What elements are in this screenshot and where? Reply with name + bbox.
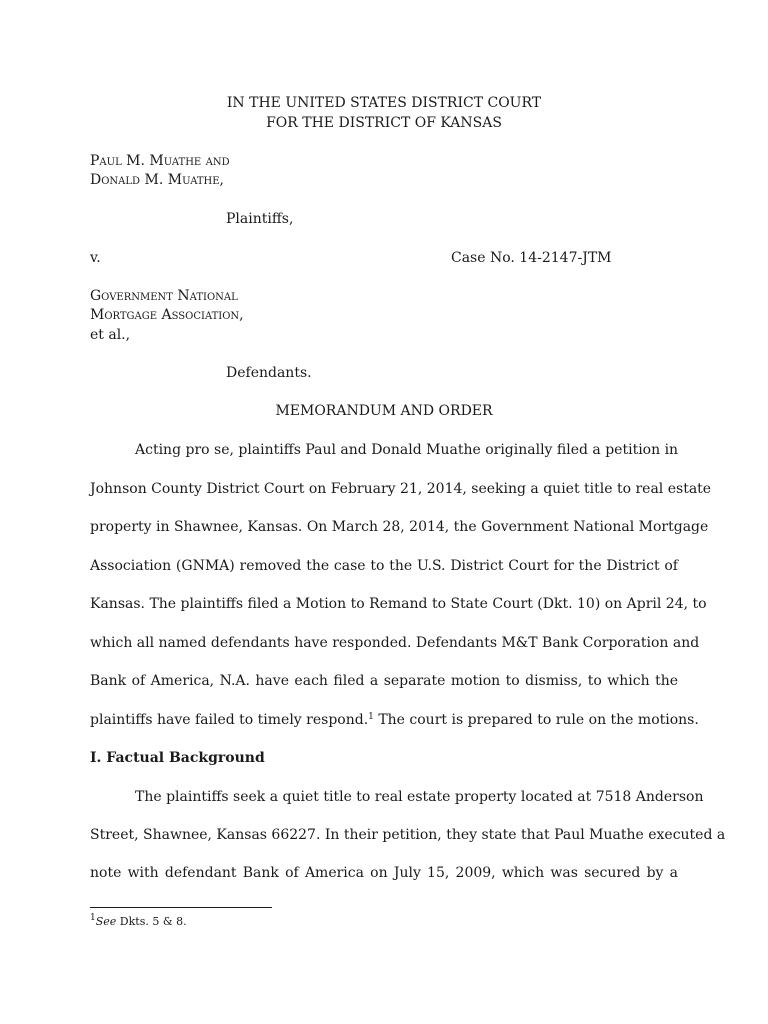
court-name-line-2: FOR THE DISTRICT OF KANSAS: [266, 115, 502, 131]
paragraph-1-line: Kansas. The plaintiffs filed a Motion to Remand to State Court (Dkt. 10) on April 24, to: [90, 596, 707, 612]
footnote-mark: 1: [90, 913, 96, 923]
paragraph-1-last-line-end: The court is prepared to rule on the motions.: [373, 712, 699, 728]
footnote: [90, 915, 187, 929]
defendant-name-line-2: Mortgage Association,: [90, 307, 244, 323]
footnote-see: See: [95, 915, 117, 928]
footnote-reference[interactable]: 1: [368, 712, 374, 722]
defendant-name-line-1: Government National: [90, 288, 238, 304]
defendant-name-line-3: et al.,: [90, 327, 131, 343]
paragraph-1-line: property in Shawnee, Kansas. On March 28, 2014, the Government National Mortgage: [90, 519, 709, 535]
paragraph-2-line: Street, Shawnee, Kansas 66227. In their petition, they state that Paul Muathe executed a: [90, 827, 726, 843]
plaintiff-name-line-1: Paul M. Muathe and: [90, 153, 230, 169]
section-heading: I. Factual Background: [90, 750, 265, 766]
paragraph-2-line: The plaintiffs seek a quiet title to real estate property located at 7518 Anderson: [135, 789, 704, 805]
paragraph-1-line: Bank of America, N.A. have each filed a separate motion to dismiss, to which the: [90, 673, 678, 689]
plaintiff-name-line-2: Donald M. Muathe,: [90, 172, 225, 188]
case-number: Case No. 14-2147-JTM: [451, 250, 612, 266]
defendants-label: Defendants.: [226, 365, 312, 381]
plaintiffs-label: Plaintiffs,: [226, 211, 294, 227]
paragraph-1-line: Johnson County District Court on February 21, 2014, seeking a quiet title to real estate: [90, 481, 712, 497]
paragraph-1-last-line: [90, 711, 699, 729]
document-title: MEMORANDUM AND ORDER: [275, 403, 493, 419]
versus: v.: [90, 250, 101, 266]
footnote-text: Dkts. 5 & 8.: [116, 915, 187, 928]
paragraph-2-line: note with defendant Bank of America on July 15, 2009, which was secured by a: [90, 865, 678, 881]
court-name-line-1: IN THE UNITED STATES DISTRICT COURT: [226, 95, 542, 111]
paragraph-1-line: Association (GNMA) removed the case to the U.S. District Court for the District of: [90, 558, 678, 574]
paragraph-1-line: Acting pro se, plaintiffs Paul and Donald Muathe originally filed a petition in: [135, 442, 679, 458]
paragraph-1-last-line-start: plaintiffs have failed to timely respond.: [90, 712, 369, 728]
paragraph-1-line: which all named defendants have responded. Defendants M&T Bank Corporation and: [90, 635, 700, 651]
footnote-divider: [90, 907, 272, 908]
